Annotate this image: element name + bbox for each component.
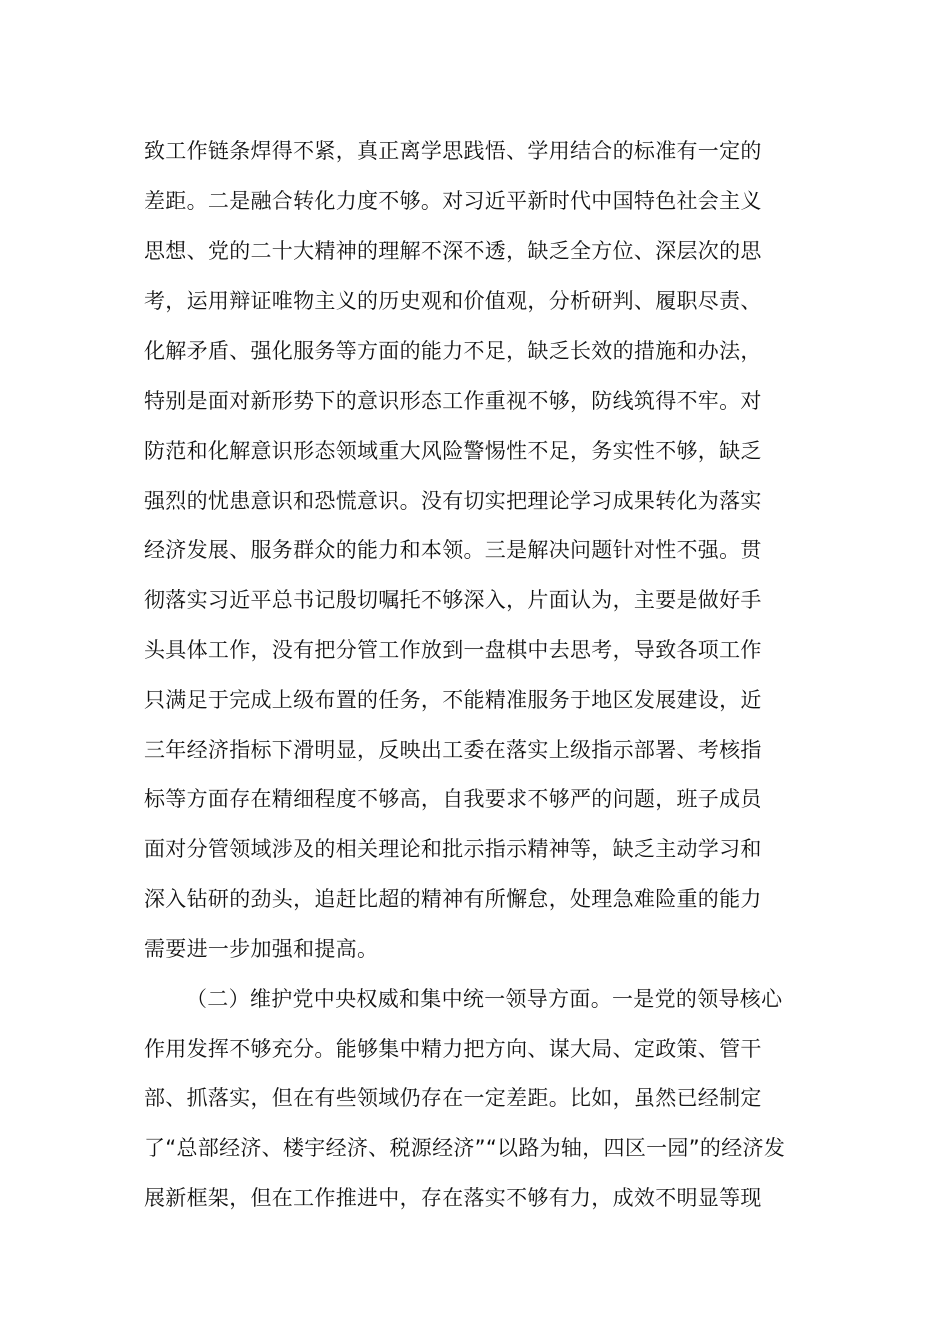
text-line: 了“总部经济、楼宇经济、税源经济”“以路为轴，四区一园”的经济发	[144, 1136, 786, 1160]
text-line: 面对分管领域涉及的相关理论和批示指示精神等，缺乏主动学习和	[144, 837, 762, 861]
text-line: 展新框架，但在工作推进中，存在落实不够有力，成效不明显等现	[144, 1186, 762, 1210]
text-line: 三年经济指标下滑明显，反映出工委在落实上级指示部署、考核指	[144, 738, 762, 762]
text-line: 防范和化解意识形态领域重大风险警惕性不足，务实性不够，缺乏	[144, 439, 762, 463]
text-line: 考，运用辩证唯物主义的历史观和价值观，分析研判、履职尽责、	[144, 289, 762, 313]
text-line: 深入钻研的劲头，追赶比超的精神有所懈怠，处理急难险重的能力	[144, 887, 762, 911]
text-line: 致工作链条焊得不紧，真正离学思践悟、学用结合的标准有一定的	[144, 139, 762, 163]
text-line: 只满足于完成上级布置的任务，不能精准服务于地区发展建设，近	[144, 688, 762, 712]
text-line: 强烈的忧患意识和恐慌意识。没有切实把理论学习成果转化为落实	[144, 489, 762, 513]
text-line: 思想、党的二十大精神的理解不深不透，缺乏全方位、深层次的思	[144, 239, 762, 263]
text-line: 需要进一步加强和提高。	[144, 937, 379, 961]
text-line: 作用发挥不够充分。能够集中精力把方向、谋大局、定政策、管干	[144, 1037, 762, 1061]
text-line: 化解矛盾、强化服务等方面的能力不足，缺乏长效的措施和办法，	[144, 339, 762, 363]
text-line: 标等方面存在精细程度不够高，自我要求不够严的问题，班子成员	[144, 787, 762, 811]
text-line: 差距。二是融合转化力度不够。对习近平新时代中国特色社会主义	[144, 189, 762, 213]
text-line: 头具体工作，没有把分管工作放到一盘棋中去思考，导致各项工作	[144, 638, 762, 662]
text-line: 经济发展、服务群众的能力和本领。三是解决问题针对性不强。贯	[144, 538, 762, 562]
section-heading-line: （二）维护党中央权威和集中统一领导方面。一是党的领导核心	[186, 987, 783, 1011]
text-line: 特别是面对新形势下的意识形态工作重视不够，防线筑得不牢。对	[144, 389, 762, 413]
text-line: 部、抓落实，但在有些领域仍存在一定差距。比如，虽然已经制定	[144, 1086, 762, 1110]
text-line: 彻落实习近平总书记殷切嘱托不够深入，片面认为，主要是做好手	[144, 588, 762, 612]
